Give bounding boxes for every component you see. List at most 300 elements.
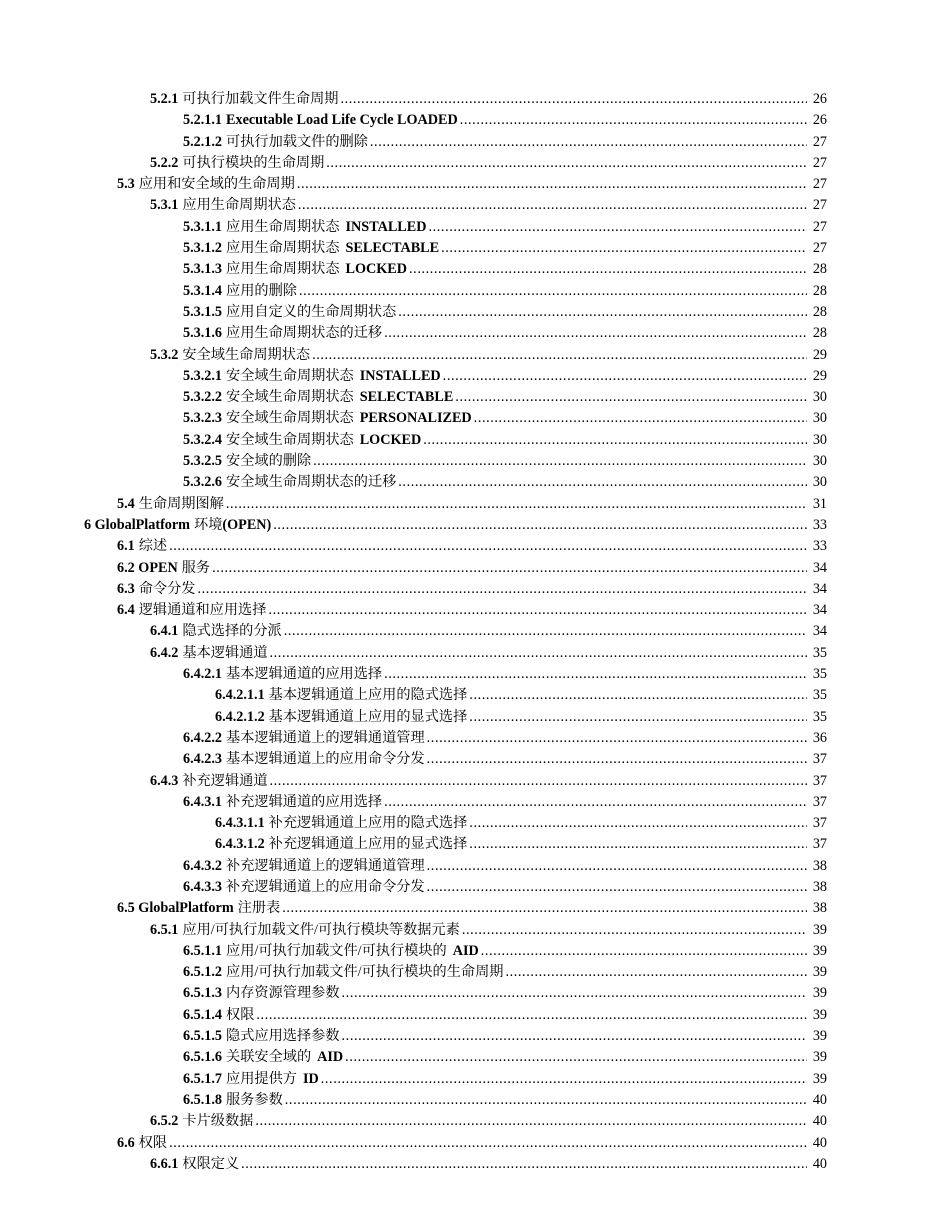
toc-title-text: 补充逻辑通道: [182, 772, 268, 789]
toc-entry[interactable]: [0, 643, 950, 664]
toc-entry[interactable]: [0, 962, 950, 983]
toc-page-number: 35: [812, 666, 827, 683]
toc-section-title: [182, 153, 324, 174]
toc-title-text: 应用自定义的生命周期状态: [226, 303, 397, 320]
toc-section-title: [182, 621, 281, 642]
toc-entry-line: [117, 174, 827, 195]
toc-entry-line: [183, 962, 827, 983]
toc-dot-leader: [226, 494, 807, 515]
toc-title-text: 基本逻辑通道: [182, 644, 268, 661]
toc-section-title: [269, 813, 468, 834]
toc-dot-leader: [427, 728, 807, 749]
toc-section-number: 6.3: [117, 580, 135, 597]
toc-title-text: 安全域生命周期状态的迁移: [226, 474, 397, 491]
toc-dot-leader: [282, 898, 807, 919]
toc-section-number: 6.4.2: [150, 644, 179, 661]
toc-section-title: [226, 110, 458, 131]
toc-section-number: 6.5.1.1: [183, 942, 223, 959]
toc-entry[interactable]: [0, 110, 950, 131]
toc-title-text: 应用生命周期状态: [226, 240, 340, 257]
toc-dot-leader: [284, 621, 807, 642]
toc-entry[interactable]: [0, 1133, 950, 1154]
toc-section-number: 5.2.1: [150, 91, 179, 107]
toc-entry[interactable]: [0, 792, 950, 813]
toc-entry-line: [117, 558, 827, 579]
toc-section-number: 6.5.1.5: [183, 1028, 223, 1045]
toc-title-text: 安全域的删除: [226, 453, 312, 470]
toc-section-number: 6.4.3.2: [183, 857, 223, 874]
toc-title-text: 卡片级数据: [182, 1113, 254, 1130]
toc-entry-line: [183, 1069, 827, 1090]
toc-entry[interactable]: [0, 600, 950, 621]
toc-section-number: 6.4.3.1.1: [215, 815, 265, 832]
toc-section-title: [182, 1154, 239, 1175]
toc-page-number: 27: [812, 176, 827, 193]
toc-title-text: 应用的删除: [226, 282, 297, 299]
toc-entry-line: [183, 877, 827, 898]
toc-entry[interactable]: [0, 408, 950, 429]
toc-title-text: 安全域生命周期状态: [226, 367, 354, 384]
toc-entry[interactable]: [0, 259, 950, 280]
toc-dot-leader: [427, 856, 807, 877]
toc-entry[interactable]: [0, 1047, 950, 1068]
toc-section-title: [226, 472, 396, 493]
toc-entry-line: [150, 771, 827, 792]
toc-section-title: [226, 387, 453, 408]
toc-dot-leader: [398, 472, 807, 493]
toc-entry-line: [183, 430, 827, 451]
toc-entry[interactable]: [0, 1005, 950, 1026]
toc-dot-leader: [469, 685, 807, 706]
toc-page-number: 34: [812, 559, 827, 576]
toc-title-text: 服务: [181, 559, 211, 576]
toc-dot-leader: [270, 643, 807, 664]
toc-entry[interactable]: [0, 536, 950, 557]
toc-page-number: 39: [812, 1006, 827, 1023]
toc-page-number: 36: [812, 729, 827, 746]
toc-entry[interactable]: [0, 813, 950, 834]
toc-section-number: 5.3.2.6: [183, 474, 223, 491]
toc-entry[interactable]: [0, 345, 950, 366]
toc-dot-leader: [384, 792, 807, 813]
toc-title-text: 关联安全域的: [226, 1049, 312, 1066]
toc-dot-leader: [370, 132, 807, 153]
toc-section-number: 6.5.1.8: [183, 1091, 223, 1108]
toc-section-title: [182, 920, 459, 941]
toc-entry[interactable]: [0, 174, 950, 195]
toc-entry[interactable]: [0, 132, 950, 153]
toc-section-number: 6.4.1: [150, 623, 179, 640]
toc-section-title: [226, 941, 479, 962]
toc-entry-line: [150, 920, 827, 941]
toc-entry[interactable]: [0, 217, 950, 238]
toc-entry[interactable]: [0, 834, 950, 855]
toc-section-number: 6.4.2.1.1: [215, 687, 265, 704]
toc-entry-line: [183, 110, 827, 131]
toc-section-title: [226, 983, 340, 1004]
toc-entry[interactable]: [0, 281, 950, 302]
toc-page-number: 30: [812, 410, 827, 427]
toc-section-title: [139, 1133, 167, 1154]
toc-title-bold: PERSONALIZED: [359, 410, 472, 427]
toc-section-title: [182, 195, 296, 216]
toc-section-number: 5.2.1.2: [183, 133, 223, 150]
toc-section-title: [226, 1026, 340, 1047]
toc-title-bold: Executable Load Life Cycle LOADED: [226, 112, 458, 129]
toc-dot-leader: [469, 707, 807, 728]
toc-section-number: 5.3.1.5: [183, 303, 223, 320]
toc-page-number: 39: [812, 964, 827, 981]
toc-title-text: 补充逻辑通道上应用的显式选择: [268, 836, 468, 853]
toc-section-title: [182, 643, 267, 664]
toc-entry[interactable]: [0, 302, 950, 323]
toc-page-number: 39: [812, 985, 827, 1002]
toc-page-number: 37: [812, 793, 827, 810]
toc-entry[interactable]: [0, 515, 950, 536]
toc-section-number: 6.5.1.7: [183, 1070, 223, 1087]
toc-page-number: 28: [812, 261, 827, 278]
toc-title-text: 逻辑通道和应用选择: [138, 602, 267, 619]
toc-entry[interactable]: [0, 1090, 950, 1111]
toc-entry-line: [183, 217, 827, 238]
toc-section-title: [226, 749, 425, 770]
toc-entry[interactable]: [0, 1154, 950, 1175]
toc-dot-leader: [428, 217, 807, 238]
toc-section-number: 6.1: [117, 538, 135, 555]
toc-section-number: 6.4.2.3: [183, 751, 223, 768]
toc-dot-leader: [342, 983, 807, 1004]
toc-section-title: [238, 898, 281, 919]
toc-entry[interactable]: [0, 1111, 950, 1132]
toc-section-number: 5.3.2.1: [183, 367, 223, 384]
toc-section-number: 6.5.2: [150, 1113, 179, 1130]
toc-entry-line: [183, 408, 827, 429]
toc-dot-leader: [299, 281, 807, 302]
toc-section-number: 5.2.1.1: [183, 112, 223, 129]
toc-dot-leader: [321, 1069, 807, 1090]
toc-page-number: 39: [812, 942, 827, 959]
toc-entry-line: [183, 1090, 827, 1111]
toc-section-number: 5.3.1.6: [183, 325, 223, 342]
toc-section-title: [182, 345, 310, 366]
toc-dot-leader: [384, 323, 807, 344]
toc-page-number: 30: [812, 453, 827, 470]
toc-entry[interactable]: [0, 366, 950, 387]
toc-dot-leader: [345, 1047, 807, 1068]
toc-section-number: 6.4: [117, 602, 135, 619]
toc-page-number: 30: [812, 431, 827, 448]
toc-section-title: [226, 132, 368, 153]
toc-entry-line: [117, 600, 827, 621]
toc-section-number: 6.6.1: [150, 1155, 179, 1172]
toc-title-text: 补充逻辑通道上应用的隐式选择: [268, 815, 468, 832]
toc-section-number: 6.4.3.1: [183, 793, 223, 810]
toc-entry[interactable]: [0, 749, 950, 770]
toc-title-bold: LOCKED: [345, 261, 408, 278]
toc-section-title: [182, 1111, 253, 1132]
toc-entry-line: [150, 1111, 827, 1132]
toc-entry-line: [183, 323, 827, 344]
toc-entry-line: [183, 1047, 827, 1068]
toc-title-bold: AID: [317, 1049, 344, 1066]
toc-page-number: 40: [812, 1113, 827, 1130]
toc-section-title: [139, 536, 167, 557]
toc-dot-leader: [481, 941, 807, 962]
toc-section-title: [194, 515, 271, 536]
toc-entry-line: [183, 387, 827, 408]
toc-page-number: 29: [812, 367, 827, 384]
toc-entry[interactable]: [0, 728, 950, 749]
toc-section-number: 5.3.2.2: [183, 389, 223, 406]
toc-dot-leader: [241, 1154, 807, 1175]
toc-section-number: 6.6: [117, 1134, 135, 1151]
toc-title-text: 生命周期图解: [138, 495, 224, 512]
toc-section-title: [226, 281, 297, 302]
toc-entry-line: [150, 621, 827, 642]
toc-entry[interactable]: [0, 387, 950, 408]
toc-dot-leader: [169, 1133, 807, 1154]
toc-title-text: 补充逻辑通道的应用选择: [226, 793, 383, 810]
toc-page-number: 30: [812, 474, 827, 491]
toc-entry[interactable]: [0, 1026, 950, 1047]
toc-section-number: 5.3.1.2: [183, 240, 223, 257]
toc-dot-leader: [460, 110, 807, 131]
toc-page-number: 33: [812, 538, 827, 555]
toc-dot-leader: [256, 1005, 807, 1026]
toc-section-title: [226, 1069, 319, 1090]
toc-entry[interactable]: [0, 920, 950, 941]
toc-entry-line: [117, 579, 827, 600]
toc-title-text: 环境: [194, 516, 223, 533]
toc-title-text: 补充逻辑通道上的逻辑通道管理: [226, 857, 425, 874]
toc-entry[interactable]: [0, 494, 950, 515]
toc-page-number: 34: [812, 580, 827, 597]
toc-page-number: 26: [812, 91, 827, 107]
toc-section-number: 5.3.2.3: [183, 410, 223, 427]
toc-dot-leader: [169, 536, 807, 557]
toc-entry-line: [183, 664, 827, 685]
toc-page-number: 39: [812, 1070, 827, 1087]
toc-title-text: 应用和安全域的生命周期: [138, 176, 295, 193]
toc-entry-line: [183, 941, 827, 962]
toc-section-title: [269, 685, 468, 706]
toc-entry-line: [215, 834, 827, 855]
toc-title-text: 安全域生命周期状态: [182, 346, 311, 363]
toc-page-number: 31: [812, 495, 827, 512]
toc-entry[interactable]: [0, 898, 950, 919]
toc-section-title: [226, 1090, 283, 1111]
toc-section-title: [182, 89, 338, 110]
toc-title-text: 基本逻辑通道上应用的显式选择: [268, 708, 468, 725]
toc-entry-line: [117, 1133, 827, 1154]
toc-section-title: [226, 792, 382, 813]
toc-section-number: 6.4.2.2: [183, 729, 223, 746]
toc-page-number: 40: [812, 1155, 827, 1172]
toc-page-number: 33: [812, 516, 827, 533]
toc-entry[interactable]: [0, 558, 950, 579]
toc-dot-leader: [505, 962, 807, 983]
toc-title-text: 基本逻辑通道上的逻辑通道管理: [226, 729, 425, 746]
toc-dot-leader: [427, 749, 807, 770]
toc-title-text: 内存资源管理参数: [226, 985, 340, 1002]
toc-title-bold: ID: [302, 1070, 319, 1087]
toc-title-text: 安全域生命周期状态: [226, 431, 354, 448]
toc-page-number: 35: [812, 644, 827, 661]
toc-section-title: [226, 366, 441, 387]
toc-entry-line: [150, 643, 827, 664]
toc-entry-line: [183, 792, 827, 813]
toc-page-number: 37: [812, 751, 827, 768]
toc-title-text: 应用生命周期状态: [226, 218, 340, 235]
toc-dot-leader: [398, 302, 807, 323]
toc-title-bold: LOCKED: [359, 431, 422, 448]
toc-dot-leader: [285, 1090, 807, 1111]
toc-title-text: 隐式应用选择参数: [226, 1028, 340, 1045]
toc-section-title: [182, 771, 267, 792]
toc-title-text: 权限定义: [182, 1155, 240, 1172]
toc-dot-leader: [474, 408, 807, 429]
toc-title-bold: INSTALLED: [359, 367, 441, 384]
toc-section-number: 6.4.3.1.2: [215, 836, 265, 853]
toc-entry[interactable]: [0, 983, 950, 1004]
toc-dot-leader: [409, 259, 807, 280]
toc-section-title: [226, 664, 382, 685]
toc-page-number: 37: [812, 815, 827, 832]
toc-section-number: 5.3.2.4: [183, 431, 223, 448]
toc-entry[interactable]: [0, 195, 950, 216]
toc-section-number: 5.3.1.3: [183, 261, 223, 278]
toc-title-text: 可执行加载文件的删除: [226, 133, 368, 150]
toc-entry[interactable]: [0, 685, 950, 706]
toc-page-number: 27: [812, 154, 827, 171]
toc-entry-line: [183, 238, 827, 259]
toc-dot-leader: [441, 238, 807, 259]
toc-section-title: [139, 174, 295, 195]
toc-section-title: [226, 1047, 343, 1068]
toc-dot-leader: [443, 366, 807, 387]
toc-entry[interactable]: [0, 621, 950, 642]
toc-title-bold: INSTALLED: [345, 218, 427, 235]
toc-entry-line: [150, 1154, 827, 1175]
toc-dot-leader: [312, 345, 807, 366]
toc-section-title: [139, 579, 196, 600]
toc-entry-line: [215, 813, 827, 834]
toc-title-text: 服务参数: [226, 1091, 283, 1108]
toc-dot-leader: [268, 600, 807, 621]
toc-page-number: 40: [812, 1091, 827, 1108]
toc-entry-line: [183, 749, 827, 770]
toc-page-number: 28: [812, 325, 827, 342]
toc-entry[interactable]: [0, 856, 950, 877]
toc-section-number: 5.3.1.4: [183, 282, 223, 299]
toc-entry-line: [117, 898, 827, 919]
toc-dot-leader: [340, 89, 807, 110]
toc-dot-leader: [313, 451, 807, 472]
table-of-contents: [0, 89, 950, 1175]
toc-entry[interactable]: [0, 323, 950, 344]
toc-entry-line: [183, 1026, 827, 1047]
toc-entry[interactable]: [0, 451, 950, 472]
toc-entry[interactable]: [0, 238, 950, 259]
toc-dot-leader: [326, 153, 807, 174]
toc-page-number: 39: [812, 1049, 827, 1066]
toc-title-text: 应用/可执行加载文件/可执行模块等数据元素: [182, 921, 460, 938]
toc-entry-line: [183, 132, 827, 153]
toc-entry[interactable]: [0, 664, 950, 685]
toc-title-text: 基本逻辑通道的应用选择: [226, 666, 383, 683]
toc-title-text: 安全域生命周期状态: [226, 389, 354, 406]
toc-title-text: 应用/可执行加载文件/可执行模块的: [226, 942, 447, 959]
toc-section-number: 5.3.2: [150, 346, 179, 363]
toc-section-number: 5.3.1.1: [183, 218, 223, 235]
toc-title-text: 应用提供方: [226, 1070, 297, 1087]
toc-section-number: 6.4.3.3: [183, 878, 223, 895]
toc-section-number: 6.4.3: [150, 772, 179, 789]
toc-title-text: 隐式选择的分派: [182, 623, 282, 640]
toc-dot-leader: [469, 813, 807, 834]
toc-section-number: 5.3: [117, 176, 135, 193]
toc-page-number: 39: [812, 921, 827, 938]
toc-section-number: 6 GlobalPlatform: [84, 516, 190, 533]
toc-entry[interactable]: [0, 877, 950, 898]
toc-section-title: [226, 1005, 254, 1026]
toc-entry[interactable]: [0, 89, 950, 110]
toc-dot-leader: [455, 387, 807, 408]
toc-section-title: [269, 707, 468, 728]
toc-section-number: 6.5 GlobalPlatform: [117, 900, 234, 917]
toc-page-number: 38: [812, 857, 827, 874]
toc-section-title: [226, 728, 425, 749]
toc-entry-line: [183, 472, 827, 493]
toc-entry[interactable]: [0, 153, 950, 174]
toc-entry[interactable]: [0, 430, 950, 451]
toc-section-title: [226, 217, 426, 238]
toc-entry[interactable]: [0, 472, 950, 493]
toc-dot-leader: [255, 1111, 807, 1132]
toc-dot-leader: [423, 430, 807, 451]
toc-section-title: [139, 494, 224, 515]
toc-title-bold: SELECTABLE: [359, 389, 454, 406]
toc-entry[interactable]: [0, 1069, 950, 1090]
toc-page-number: 27: [812, 133, 827, 150]
toc-entry-line: [183, 451, 827, 472]
toc-entry[interactable]: [0, 941, 950, 962]
toc-title-text: 权限: [138, 1134, 168, 1151]
toc-title-bold: AID: [452, 942, 479, 959]
toc-entry-line: [84, 515, 827, 536]
toc-section-number: 6.5.1.6: [183, 1049, 223, 1066]
toc-entry[interactable]: [0, 707, 950, 728]
toc-entry-line: [117, 536, 827, 557]
toc-dot-leader: [270, 771, 807, 792]
toc-section-number: 6.5.1.2: [183, 964, 223, 981]
toc-title-text: 命令分发: [138, 580, 196, 597]
toc-section-number: 6.5.1: [150, 921, 179, 938]
toc-dot-leader: [212, 558, 807, 579]
toc-dot-leader: [427, 877, 807, 898]
toc-section-title: [226, 877, 425, 898]
toc-title-text: 权限: [226, 1006, 255, 1023]
toc-page-number: 38: [812, 878, 827, 895]
toc-section-title: [182, 558, 210, 579]
toc-title-text: 应用/可执行加载文件/可执行模块的生命周期: [226, 964, 504, 981]
toc-entry[interactable]: [0, 771, 950, 792]
toc-dot-leader: [462, 920, 807, 941]
toc-title-bold: SELECTABLE: [345, 240, 440, 257]
toc-page-number: 27: [812, 218, 827, 235]
toc-entry[interactable]: [0, 579, 950, 600]
toc-section-number: 6.2 OPEN: [117, 559, 178, 576]
